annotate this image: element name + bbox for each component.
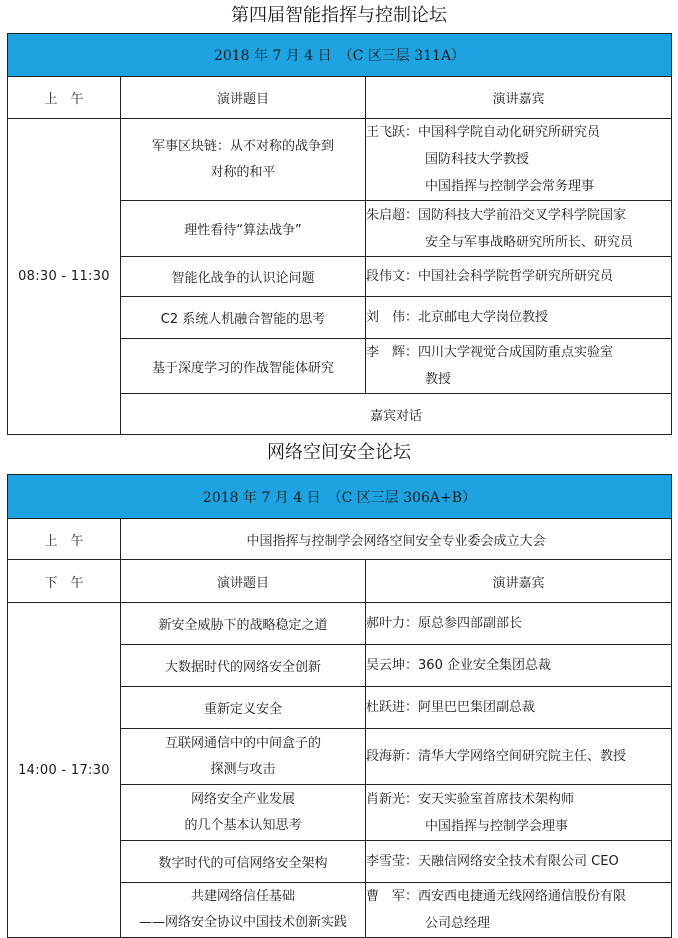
forum2-col-topic: 演讲题目	[121, 560, 366, 603]
speaker-desc: 中国指挥与控制学会理事	[425, 818, 569, 834]
speaker-name: 李 辉	[366, 345, 406, 360]
talk-speaker: 朱启超：国防科技大学前沿交叉学科学院国家 安全与军事战略研究所所长、研究员	[366, 201, 672, 257]
speaker-desc: 阿里巴巴集团副总裁	[418, 700, 536, 715]
forum1-talk-row	[8, 119, 672, 201]
speaker-desc: 国防科技大学教授	[425, 152, 530, 167]
forum1-header-row	[8, 77, 672, 119]
talk-topic: 新安全威胁下的战略稳定之道	[121, 603, 366, 645]
talk-topic	[121, 883, 366, 938]
speaker-desc: 中国指挥与控制学会常务理事	[425, 179, 595, 194]
talk-speaker: 肖新光：安天实验室首席技术架构师 中国指挥与控制学会理事	[366, 785, 672, 841]
speaker-desc: 天融信网络安全技术有限公司 CEO	[418, 854, 619, 869]
talk-speaker: 王飞跃：中国科学院自动化研究所研究员 国防科技大学教授 中国指挥与控制学会常务理事	[366, 119, 672, 201]
forum1-col-topic: 演讲题目	[121, 77, 366, 119]
speaker-desc: 安天实验室首席技术架构师	[418, 791, 575, 807]
talk-topic: 基于深度学习的作战智能体研究	[121, 339, 366, 394]
speaker-name: 曹 军	[366, 889, 406, 904]
talk-topic: 数字时代的可信网络安全架构	[121, 841, 366, 883]
forum2-col-speaker: 演讲嘉宾	[366, 560, 672, 603]
speaker-name: 肖新光	[366, 791, 406, 807]
forum2-morning-row	[8, 519, 672, 560]
talk-speaker: 段伟文：中国社会科学院哲学研究所研究员	[366, 257, 672, 297]
talk-topic: 智能化战争的认识论问题	[121, 257, 366, 297]
forum2-title: 网络空间安全论坛	[267, 442, 411, 463]
forum2-morning-event: 中国指挥与控制学会网络空间安全专业委会成立大会	[121, 519, 672, 560]
talk-topic-line: 互联网通信中的中间盒子的	[164, 735, 321, 751]
speaker-desc: 公司总经理	[425, 916, 491, 931]
talk-speaker: 郝叶力：原总参四部副部长	[366, 603, 672, 645]
speaker-name: 王飞跃	[366, 125, 406, 140]
speaker-name: 李雪莹	[366, 854, 406, 869]
talk-topic: C2 系统人机融合智能的思考	[121, 297, 366, 339]
talk-topic	[121, 119, 366, 201]
speaker-name: 朱启超	[366, 207, 406, 223]
forum1-session-label: 上 午	[8, 77, 121, 119]
speaker-name: 杜跃进	[366, 700, 406, 715]
talk-topic-line: 的几个基本认知思考	[184, 817, 302, 833]
forum1-closing: 嘉宾对话	[121, 394, 672, 435]
speaker-desc: 中国科学院自动化研究所研究员	[418, 125, 601, 140]
talk-topic	[121, 785, 366, 841]
speaker-desc: 中国社会科学院哲学研究所研究员	[418, 269, 614, 284]
speaker-desc: 原总参四部副部长	[418, 616, 523, 631]
talk-topic: 大数据时代的网络安全创新	[121, 645, 366, 687]
speaker-name: 段海新	[366, 749, 406, 764]
forum2-time-range: 14:00 - 17:30	[8, 603, 121, 938]
forum2-talk-row	[8, 603, 672, 645]
talk-topic-line: 探测与攻击	[210, 761, 276, 777]
talk-speaker: 段海新：清华大学网络空间研究院主任、教授	[366, 729, 672, 785]
forum1-col-speaker: 演讲嘉宾	[366, 77, 672, 119]
talk-speaker: 杜跃进：阿里巴巴集团副总裁	[366, 687, 672, 729]
speaker-desc: 360 企业安全集团总裁	[418, 658, 551, 673]
talk-speaker: 李雪莹：天融信网络安全技术有限公司 CEO	[366, 841, 672, 883]
talk-topic: 理性看待“算法战争”	[121, 201, 366, 257]
talk-topic-line: 对称的和平	[210, 164, 276, 180]
talk-topic-line: 网络安全产业发展	[190, 791, 295, 807]
talk-speaker: 吴云坤：360 企业安全集团总裁	[366, 645, 672, 687]
talk-topic-line: ——网络安全协议中国技术创新实践	[138, 915, 347, 930]
speaker-desc: 清华大学网络空间研究院主任、教授	[418, 749, 627, 764]
talk-topic: 重新定义安全	[121, 687, 366, 729]
speaker-desc: 国防科技大学前沿交叉学科学院国家	[418, 207, 627, 223]
forum1-banner-row	[8, 34, 672, 77]
talk-speaker: 曹 军：西安西电捷通无线网络通信股份有限 公司总经理	[366, 883, 672, 938]
forum1-schedule-table	[7, 33, 672, 435]
talk-topic-line: 共建网络信任基础	[190, 889, 295, 904]
speaker-desc: 教授	[425, 372, 452, 387]
forum1-time-range: 08:30 - 11:30	[8, 119, 121, 435]
forum2-morning-label: 上 午	[8, 519, 121, 560]
speaker-desc: 安全与军事战略研究所所长、研究员	[425, 234, 634, 250]
talk-speaker: 刘 伟：北京邮电大学岗位教授	[366, 297, 672, 339]
speaker-desc: 北京邮电大学岗位教授	[418, 310, 549, 325]
speaker-name: 刘 伟	[366, 310, 406, 325]
talk-topic-line: 军事区块链：从不对称的战争到	[151, 138, 334, 154]
forum1-date-room: 2018 年 7 月 4 日 （C 区三层 311A）	[8, 34, 672, 77]
speaker-name: 吴云坤	[366, 658, 406, 673]
forum1-title: 第四届智能指挥与控制论坛	[231, 5, 447, 26]
speaker-name: 段伟文	[366, 269, 406, 284]
forum2-date-room: 2018 年 7 月 4 日 （C 区三层 306A+B）	[8, 475, 672, 519]
talk-topic	[121, 729, 366, 785]
talk-speaker: 李 辉：四川大学视觉合成国防重点实验室 教授	[366, 339, 672, 394]
speaker-desc: 西安西电捷通无线网络通信股份有限	[418, 889, 627, 904]
forum2-banner-row	[8, 475, 672, 519]
forum2-schedule-table	[7, 474, 672, 938]
forum2-header-row	[8, 560, 672, 603]
forum2-session-label: 下 午	[8, 560, 121, 603]
speaker-name: 郝叶力	[366, 616, 406, 631]
speaker-desc: 四川大学视觉合成国防重点实验室	[418, 345, 614, 360]
